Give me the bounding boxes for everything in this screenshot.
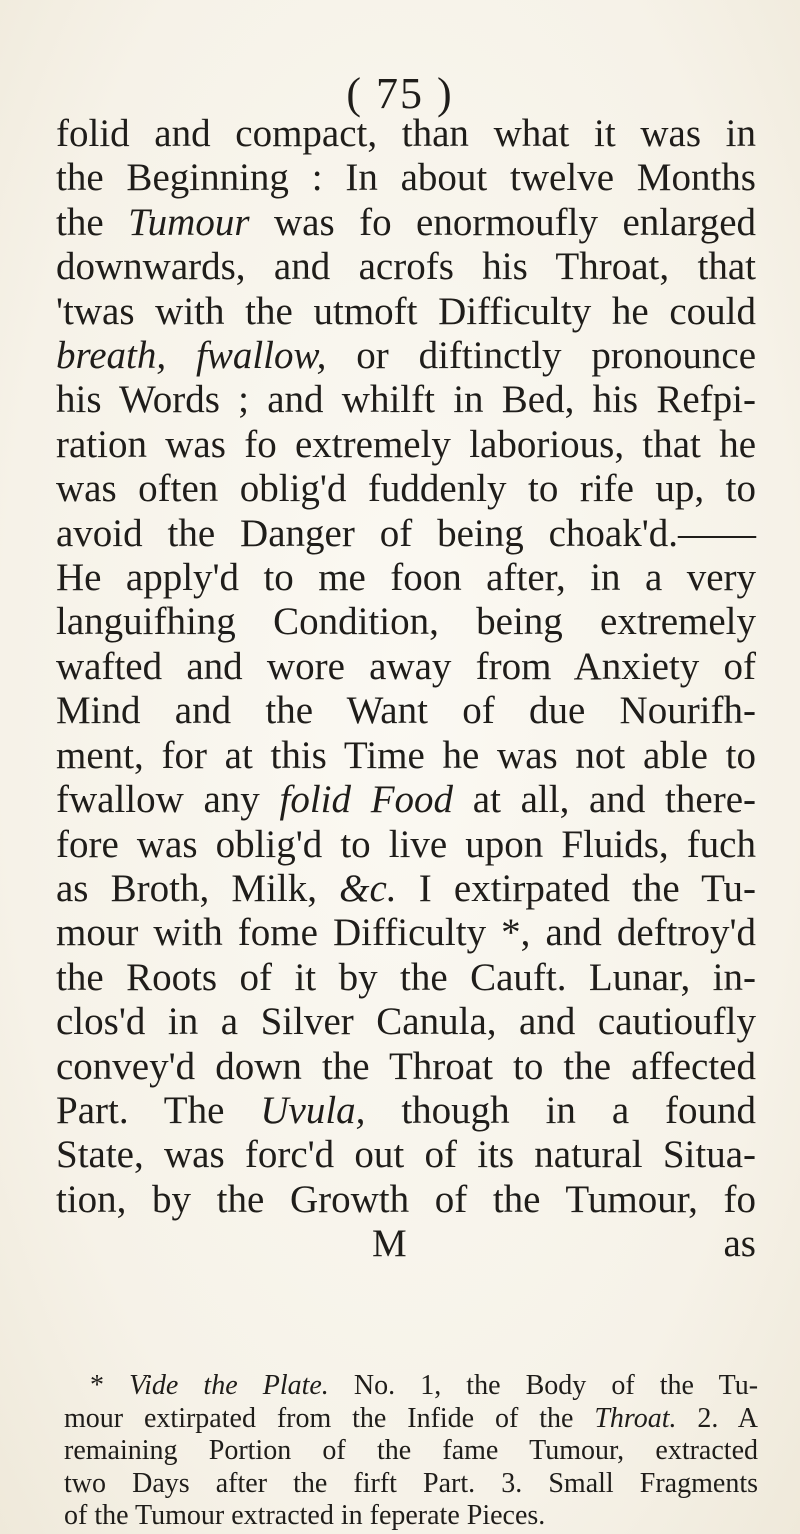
catchword-line [56, 1222, 756, 1266]
text-line: was often oblig'd fuddenly to rife up, to [56, 467, 756, 511]
text-line [56, 201, 756, 245]
text-line: the Roots of it by the Cauft. Lunar, in- [56, 955, 756, 999]
footnote-line: remaining Portion of the fame Tumour, extracted [64, 1435, 758, 1466]
italic-term: Tumour [128, 200, 250, 244]
text-line: avoid the Danger of being choak'd.—— [56, 511, 756, 555]
text-span: was fo enormoufly enlarged [273, 200, 757, 244]
text-span: I extirpated the Tu- [418, 866, 757, 910]
text-line: ration was fo extremely laborious, that he [56, 422, 756, 466]
text-line: the Beginning : In about twelve Months [56, 156, 756, 200]
signature-mark: M [372, 1222, 407, 1266]
text-line: languifhing Condition, being extremely [56, 600, 756, 644]
text-span: though in a found [401, 1088, 757, 1132]
text-span: the [56, 200, 104, 244]
text-span: at all, and there- [472, 778, 756, 822]
text-span: 2. A [697, 1402, 758, 1434]
text-span: No. 1, the Body of the Tu- [353, 1370, 759, 1401]
footnote-line [64, 1403, 758, 1436]
text-line: folid and compact, than what it was in [56, 112, 756, 155]
footnote-line [64, 1370, 758, 1403]
text-span: fwallow any [56, 778, 260, 822]
italic-term: Throat. [594, 1402, 677, 1434]
text-line: wafted and wore away from Anxiety of [56, 644, 756, 688]
italic-term: breath, fwallow, [56, 334, 327, 378]
text-span: Part. The [56, 1088, 225, 1132]
text-line: his Words ; and whilft in Bed, his Refpi- [56, 378, 756, 422]
text-line: mour with fome Difficulty *, and deftroy'd [56, 911, 756, 955]
body-text [56, 112, 756, 1267]
text-line: convey'd down the Throat to the affected [56, 1044, 756, 1088]
italic-term: Vide the Plate. [129, 1370, 329, 1401]
text-line [56, 1089, 756, 1133]
text-line [56, 867, 756, 911]
text-span: mour extirpated from the Infide of the [64, 1402, 574, 1434]
text-line: State, was forc'd out of its natural Situa- [56, 1133, 756, 1177]
text-line: tion, by the Growth of the Tumour, fo [56, 1177, 756, 1221]
footnote-line: two Days after the firft Part. 3. Small Fragments [64, 1467, 758, 1499]
text-line: clos'd in a Silver Canula, and cautioufly [56, 1000, 756, 1044]
catchword: as [723, 1222, 756, 1266]
text-line: ment, for at this Time he was not able to [56, 733, 756, 777]
text-line [56, 778, 756, 822]
text-line: Mind and the Want of due Nourifh- [56, 689, 756, 733]
text-line: downwards, and acrofs his Throat, that [56, 245, 756, 289]
text-span: as Broth, Milk, [56, 866, 317, 910]
footnote [64, 1370, 758, 1533]
text-line: 'twas with the utmoft Difficulty he could [56, 289, 756, 333]
text-span: or diftinctly pronounce [356, 334, 757, 378]
italic-term: folid Food [279, 778, 454, 822]
text-line: fore was oblig'd to live upon Fluids, fuch [56, 822, 756, 866]
text-line [56, 334, 756, 378]
footnote-line: of the Tumour extracted in feperate Pieces. [64, 1500, 546, 1531]
text-line: He apply'd to me foon after, in a very [56, 556, 756, 600]
footnote-marker: * [90, 1370, 104, 1401]
italic-term: Uvula, [260, 1088, 366, 1132]
italic-term: &c. [339, 866, 397, 910]
page-number: ( 75 ) [346, 69, 454, 118]
